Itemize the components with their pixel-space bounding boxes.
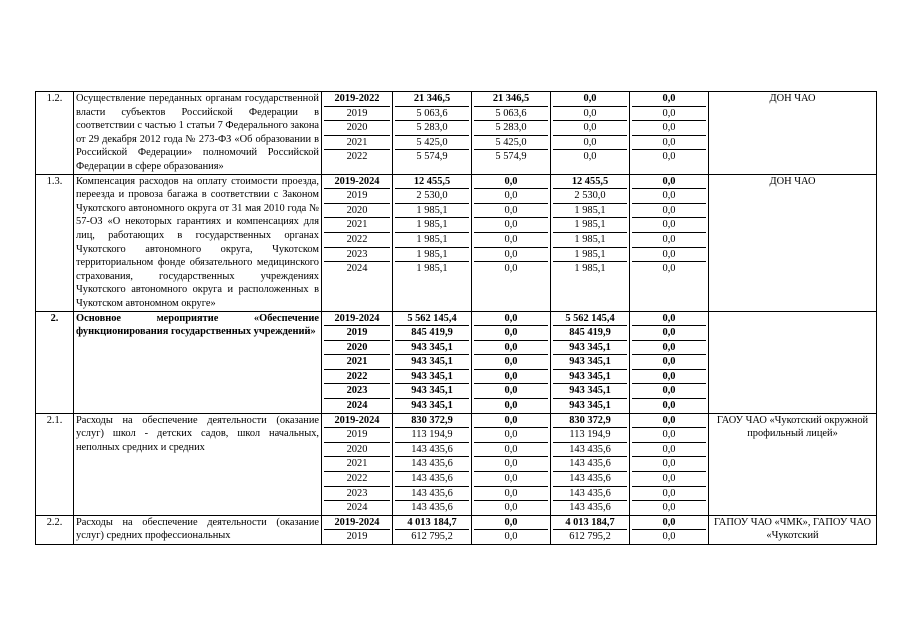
- activity-description: Осуществление переданных органам государственной власти субъектов Российской Федерации в соответствии с частью 1 статьи 7 Федерального закона от 29 декабря 2012 года № 273-ФЗ «Об образовании в Российской Федерации» полномочий Российской Федерации в сфере образования»: [74, 92, 322, 175]
- regional-budget-cell: 1 985,1: [553, 217, 627, 232]
- regional-budget-cell: 143 435,6: [553, 500, 627, 515]
- federal-budget-cell: 0,0: [474, 217, 548, 232]
- year-cell: 2024: [324, 398, 390, 413]
- year-cell: 2019-2022: [334, 93, 380, 104]
- other-sources-cell: 0,0: [632, 354, 706, 369]
- federal-budget-cell: 0,0: [474, 529, 548, 544]
- table-row: [36, 515, 877, 544]
- col-total: [393, 92, 472, 175]
- total-cell: 943 345,1: [395, 354, 469, 369]
- col-total: [393, 515, 472, 544]
- total-cell: 1 985,1: [395, 261, 469, 276]
- federal-budget-cell: 0,0: [474, 203, 548, 218]
- total-cell: 5 425,0: [395, 135, 469, 150]
- federal-budget-cell: 0,0: [474, 340, 548, 355]
- federal-budget-cell: 0,0: [504, 516, 518, 528]
- regional-budget-cell: 943 345,1: [553, 369, 627, 384]
- federal-budget-cell: 5 283,0: [474, 120, 548, 135]
- federal-budget-cell: 0,0: [474, 398, 548, 413]
- federal-budget-cell: 21 346,5: [492, 93, 530, 104]
- regional-budget-cell: 943 345,1: [553, 383, 627, 398]
- federal-budget-cell: 0,0: [474, 188, 548, 203]
- col-years: [322, 413, 393, 515]
- regional-budget-cell: 943 345,1: [553, 398, 627, 413]
- other-sources-cell: 0,0: [632, 456, 706, 471]
- regional-budget-cell: 845 419,9: [553, 325, 627, 340]
- other-sources-cell: 0,0: [662, 312, 676, 324]
- col-regional: [551, 311, 630, 413]
- federal-budget-cell: 0,0: [504, 414, 518, 426]
- year-cell: 2019: [324, 427, 390, 442]
- activity-description: Расходы на обеспечение деятельности (оказание услуг) средних профессиональных: [74, 515, 322, 544]
- regional-budget-cell: 1 985,1: [553, 203, 627, 218]
- year-cell: 2024: [324, 500, 390, 515]
- year-cell: 2019: [324, 529, 390, 544]
- federal-budget-cell: 5 574,9: [474, 149, 548, 164]
- item-number: 1.2.: [36, 92, 74, 175]
- regional-budget-cell: 143 435,6: [553, 442, 627, 457]
- other-sources-cell: 0,0: [662, 93, 676, 104]
- other-sources-cell: 0,0: [632, 325, 706, 340]
- total-cell: 2 530,0: [395, 188, 469, 203]
- year-cell: 2019: [324, 188, 390, 203]
- total-cell: 12 455,5: [413, 175, 451, 187]
- other-sources-cell: 0,0: [632, 135, 706, 150]
- federal-budget-cell: 0,0: [474, 427, 548, 442]
- regional-budget-cell: 612 795,2: [553, 529, 627, 544]
- year-cell: 2023: [324, 383, 390, 398]
- other-sources-cell: 0,0: [632, 247, 706, 262]
- regional-budget-cell: 0,0: [553, 149, 627, 164]
- total-cell: 5 063,6: [395, 106, 469, 121]
- regional-budget-cell: 143 435,6: [553, 456, 627, 471]
- item-number: 2.: [36, 311, 74, 413]
- federal-budget-cell: 0,0: [474, 383, 548, 398]
- federal-budget-cell: 5 063,6: [474, 106, 548, 121]
- total-cell: 5 562 145,4: [407, 312, 457, 324]
- year-cell: 2022: [324, 471, 390, 486]
- other-sources-cell: 0,0: [632, 261, 706, 276]
- total-cell: 143 435,6: [395, 442, 469, 457]
- total-cell: 612 795,2: [395, 529, 469, 544]
- year-cell: 2022: [324, 369, 390, 384]
- activity-description: Компенсация расходов на оплату стоимости проезда, переезда и провоза багажа в соответствии с Законом Чукотского автономного округа от 31 мая 2010 года № 57-ОЗ «О некоторых гарантиях и компенсациях для лиц, работающих в государственных органах Чукотского автономного округа, Чукотском территориальном фонде обязательного медицинского страхования, государственных учреждениях Чукотского автономного округа и расположенных в Чукотском автономном округе»: [74, 174, 322, 311]
- year-cell: 2021: [324, 217, 390, 232]
- table-row: [36, 92, 877, 175]
- col-total: [393, 311, 472, 413]
- item-number: 2.2.: [36, 515, 74, 544]
- regional-budget-cell: 1 985,1: [553, 247, 627, 262]
- col-regional: [551, 174, 630, 311]
- table-row: [36, 174, 877, 311]
- total-cell: 943 345,1: [395, 383, 469, 398]
- responsible-organization: ГАПОУ ЧАО «ЧМК», ГАПОУ ЧАО «Чукотский: [709, 515, 877, 544]
- total-cell: 943 345,1: [395, 340, 469, 355]
- total-cell: 830 372,9: [411, 414, 453, 426]
- year-cell: 2021: [324, 354, 390, 369]
- year-cell: 2020: [324, 442, 390, 457]
- col-years: [322, 311, 393, 413]
- col-years: [322, 174, 393, 311]
- regional-budget-cell: 1 985,1: [553, 261, 627, 276]
- other-sources-cell: 0,0: [632, 188, 706, 203]
- regional-budget-cell: 0,0: [583, 93, 597, 104]
- item-number: 1.3.: [36, 174, 74, 311]
- regional-budget-cell: 0,0: [553, 135, 627, 150]
- table-body: [36, 92, 877, 545]
- total-cell: 1 985,1: [395, 203, 469, 218]
- col-years: [322, 515, 393, 544]
- federal-budget-cell: 0,0: [474, 369, 548, 384]
- other-sources-cell: 0,0: [632, 106, 706, 121]
- year-cell: 2019-2024: [334, 312, 380, 324]
- federal-budget-cell: 0,0: [474, 354, 548, 369]
- col-years: [322, 92, 393, 175]
- other-sources-cell: 0,0: [632, 427, 706, 442]
- total-cell: 5 574,9: [395, 149, 469, 164]
- federal-budget-cell: 0,0: [474, 247, 548, 262]
- year-cell: 2020: [324, 340, 390, 355]
- col-federal: [472, 92, 551, 175]
- year-cell: 2023: [324, 247, 390, 262]
- year-cell: 2019: [324, 325, 390, 340]
- total-cell: 21 346,5: [413, 93, 451, 104]
- responsible-organization: ГАОУ ЧАО «Чукотский окружной профильный лицей»: [709, 413, 877, 515]
- federal-budget-cell: 0,0: [474, 500, 548, 515]
- total-cell: 1 985,1: [395, 232, 469, 247]
- year-cell: 2022: [324, 149, 390, 164]
- responsible-organization: ДОН ЧАО: [709, 92, 877, 175]
- total-cell: 4 013 184,7: [407, 516, 457, 528]
- col-other: [630, 413, 709, 515]
- col-other: [630, 174, 709, 311]
- col-other: [630, 311, 709, 413]
- col-other: [630, 92, 709, 175]
- col-total: [393, 413, 472, 515]
- federal-budget-cell: 0,0: [474, 471, 548, 486]
- year-cell: 2022: [324, 232, 390, 247]
- activity-description: Расходы на обеспечение деятельности (оказание услуг) школ - детских садов, школ начальных, неполных средних и средних: [74, 413, 322, 515]
- regional-budget-cell: 12 455,5: [571, 175, 609, 187]
- federal-budget-cell: 0,0: [474, 261, 548, 276]
- federal-budget-cell: 0,0: [474, 486, 548, 501]
- total-cell: 1 985,1: [395, 247, 469, 262]
- regional-budget-cell: 2 530,0: [553, 188, 627, 203]
- other-sources-cell: 0,0: [632, 500, 706, 515]
- col-federal: [472, 311, 551, 413]
- responsible-organization: ДОН ЧАО: [709, 174, 877, 311]
- federal-budget-cell: 0,0: [504, 175, 518, 187]
- total-cell: 845 419,9: [395, 325, 469, 340]
- total-cell: 113 194,9: [395, 427, 469, 442]
- regional-budget-cell: 113 194,9: [553, 427, 627, 442]
- other-sources-cell: 0,0: [632, 149, 706, 164]
- other-sources-cell: 0,0: [632, 383, 706, 398]
- other-sources-cell: 0,0: [632, 232, 706, 247]
- responsible-organization: [709, 311, 877, 413]
- year-cell: 2020: [324, 203, 390, 218]
- other-sources-cell: 0,0: [632, 486, 706, 501]
- federal-budget-cell: 0,0: [474, 325, 548, 340]
- federal-budget-cell: 0,0: [474, 232, 548, 247]
- table-row: [36, 413, 877, 515]
- regional-budget-cell: 943 345,1: [553, 340, 627, 355]
- year-cell: 2020: [324, 120, 390, 135]
- regional-budget-cell: 0,0: [553, 106, 627, 121]
- program-activities-table: [35, 91, 877, 545]
- other-sources-cell: 0,0: [632, 369, 706, 384]
- other-sources-cell: 0,0: [632, 471, 706, 486]
- table-row: [36, 311, 877, 413]
- other-sources-cell: 0,0: [662, 175, 676, 187]
- regional-budget-cell: 1 985,1: [553, 232, 627, 247]
- year-cell: 2021: [324, 456, 390, 471]
- other-sources-cell: 0,0: [632, 398, 706, 413]
- federal-budget-cell: 0,0: [504, 312, 518, 324]
- col-federal: [472, 413, 551, 515]
- total-cell: 943 345,1: [395, 369, 469, 384]
- col-federal: [472, 515, 551, 544]
- other-sources-cell: 0,0: [662, 414, 676, 426]
- regional-budget-cell: 0,0: [553, 120, 627, 135]
- col-other: [630, 515, 709, 544]
- regional-budget-cell: 830 372,9: [569, 414, 611, 426]
- year-cell: 2019-2024: [334, 516, 380, 528]
- year-cell: 2019-2024: [334, 175, 380, 187]
- year-cell: 2023: [324, 486, 390, 501]
- total-cell: 143 435,6: [395, 500, 469, 515]
- total-cell: 5 283,0: [395, 120, 469, 135]
- federal-budget-cell: 0,0: [474, 442, 548, 457]
- total-cell: 943 345,1: [395, 398, 469, 413]
- activity-description: Основное мероприятие «Обеспечение функционирования государственных учреждений»: [74, 311, 322, 413]
- regional-budget-cell: 143 435,6: [553, 486, 627, 501]
- total-cell: 143 435,6: [395, 456, 469, 471]
- item-number: 2.1.: [36, 413, 74, 515]
- other-sources-cell: 0,0: [632, 217, 706, 232]
- total-cell: 143 435,6: [395, 486, 469, 501]
- year-cell: 2024: [324, 261, 390, 276]
- other-sources-cell: 0,0: [632, 442, 706, 457]
- regional-budget-cell: 5 562 145,4: [565, 312, 615, 324]
- col-regional: [551, 92, 630, 175]
- regional-budget-cell: 143 435,6: [553, 471, 627, 486]
- other-sources-cell: 0,0: [632, 529, 706, 544]
- total-cell: 1 985,1: [395, 217, 469, 232]
- year-cell: 2021: [324, 135, 390, 150]
- other-sources-cell: 0,0: [632, 120, 706, 135]
- regional-budget-cell: 943 345,1: [553, 354, 627, 369]
- other-sources-cell: 0,0: [632, 203, 706, 218]
- year-cell: 2019: [324, 106, 390, 121]
- other-sources-cell: 0,0: [632, 340, 706, 355]
- federal-budget-cell: 5 425,0: [474, 135, 548, 150]
- year-cell: 2019-2024: [334, 414, 380, 426]
- col-federal: [472, 174, 551, 311]
- total-cell: 143 435,6: [395, 471, 469, 486]
- col-total: [393, 174, 472, 311]
- regional-budget-cell: 4 013 184,7: [565, 516, 615, 528]
- col-regional: [551, 413, 630, 515]
- other-sources-cell: 0,0: [662, 516, 676, 528]
- federal-budget-cell: 0,0: [474, 456, 548, 471]
- col-regional: [551, 515, 630, 544]
